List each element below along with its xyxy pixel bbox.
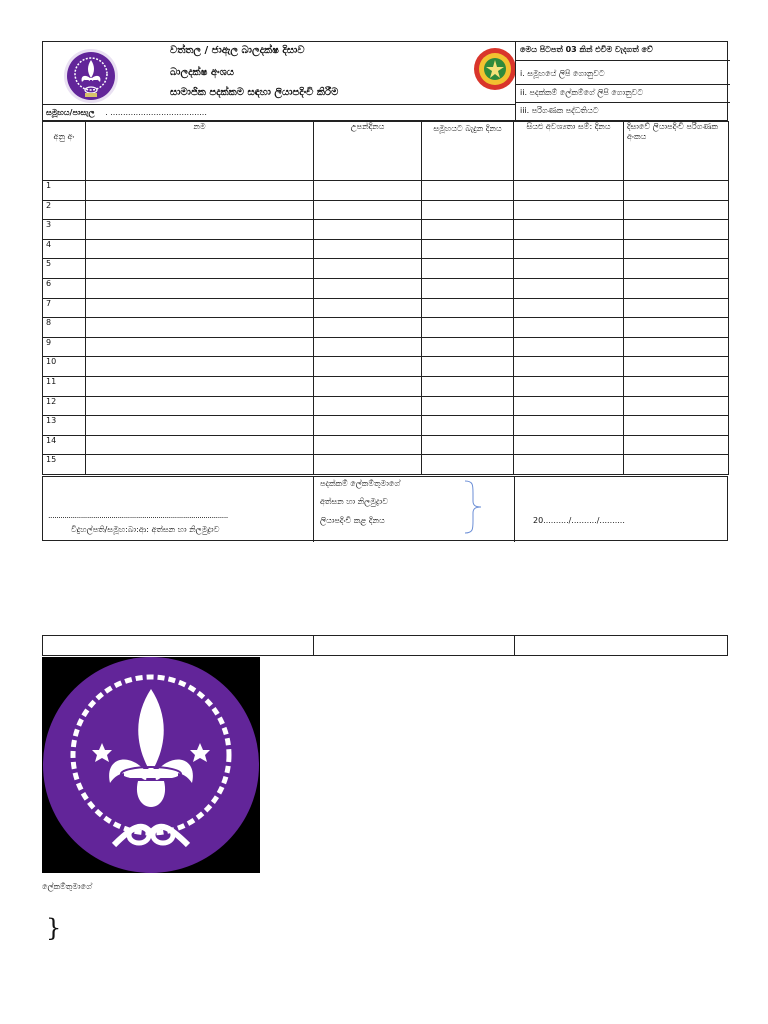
- row-number: 4: [43, 239, 86, 259]
- form-title: සාමාජික පදක්කම සඳහා ලියාපදිංචි කිරීම: [170, 87, 339, 98]
- copies-divider-1: [516, 60, 730, 61]
- table-cell[interactable]: [422, 337, 514, 357]
- table-row: [43, 376, 729, 396]
- table-row: [43, 357, 729, 377]
- row-number: 8: [43, 318, 86, 338]
- table-cell[interactable]: [514, 337, 624, 357]
- table-cell[interactable]: [314, 318, 422, 338]
- table-cell[interactable]: [86, 416, 314, 436]
- group-school-dots: . ......................................: [105, 108, 207, 117]
- table-cell[interactable]: [86, 220, 314, 240]
- table-cell[interactable]: [422, 318, 514, 338]
- table-cell[interactable]: [624, 239, 729, 259]
- table-cell[interactable]: [422, 455, 514, 475]
- secretary-line-1: පදක්කම් ලේකම්තුමාගේ: [320, 479, 401, 488]
- table-cell[interactable]: [86, 435, 314, 455]
- table-cell[interactable]: [514, 239, 624, 259]
- secretary-caption: ලේකම්තුමාගේ: [42, 882, 92, 891]
- row-number: 13: [43, 416, 86, 436]
- table-cell[interactable]: [624, 455, 729, 475]
- table-row: [43, 220, 729, 240]
- table-cell[interactable]: [514, 278, 624, 298]
- signature-dots: ........................................................................................: [48, 511, 228, 520]
- row-number: 9: [43, 337, 86, 357]
- table-cell[interactable]: [86, 200, 314, 220]
- member-table: [42, 121, 729, 475]
- strip-divider-2: [514, 636, 515, 655]
- table-cell[interactable]: [514, 200, 624, 220]
- table-cell[interactable]: [86, 318, 314, 338]
- table-cell[interactable]: [86, 298, 314, 318]
- copies-box: [515, 42, 730, 120]
- table-cell[interactable]: [624, 318, 729, 338]
- table-row: [43, 416, 729, 436]
- table-cell[interactable]: [314, 435, 422, 455]
- table-cell[interactable]: [314, 357, 422, 377]
- strip-divider-1: [313, 636, 314, 655]
- table-cell[interactable]: [624, 357, 729, 377]
- fleur-de-lis-emblem-large-icon: [42, 657, 260, 873]
- table-cell[interactable]: [314, 396, 422, 416]
- table-cell[interactable]: [314, 220, 422, 240]
- footer-divider-2: [514, 477, 515, 542]
- secretary-line-2: අත්සන හා නිලමුද්‍රාව: [320, 497, 388, 506]
- signature-label: විදුහල්පති/සමූහ:බා:ආ: අත්සන හා නිලමුද්‍රාව: [71, 525, 220, 534]
- table-cell[interactable]: [514, 259, 624, 279]
- table-cell[interactable]: [314, 455, 422, 475]
- right-brace-icon: [463, 479, 487, 535]
- table-row: [43, 259, 729, 279]
- footer-divider-1: [313, 477, 314, 542]
- table-row: [43, 455, 729, 475]
- table-cell[interactable]: [314, 376, 422, 396]
- table-cell[interactable]: [314, 416, 422, 436]
- table-cell[interactable]: [624, 298, 729, 318]
- table-cell[interactable]: [314, 278, 422, 298]
- row-number: 7: [43, 298, 86, 318]
- table-cell[interactable]: [422, 278, 514, 298]
- col-header-birthdate: උපන්දිනය: [314, 122, 422, 181]
- table-row: [43, 435, 729, 455]
- row-number: 15: [43, 455, 86, 475]
- col-header-number: අනු අං: [43, 122, 86, 181]
- table-cell[interactable]: [86, 259, 314, 279]
- table-header-row: [43, 122, 729, 181]
- registration-date: 20........../........../..........: [533, 516, 625, 525]
- table-cell[interactable]: [86, 181, 314, 201]
- bottom-strip-table: [42, 635, 728, 656]
- row-number: 2: [43, 200, 86, 220]
- table-cell[interactable]: [86, 337, 314, 357]
- table-cell[interactable]: [86, 376, 314, 396]
- copies-title: මෙය පිටපත් 03 කින් එවීම වැදගත් වේ: [520, 45, 653, 54]
- col-header-completion-date: සියළු අවශ්‍යතා සම්: දිනය: [514, 122, 624, 181]
- table-cell[interactable]: [514, 455, 624, 475]
- table-cell[interactable]: [422, 181, 514, 201]
- row-number: 11: [43, 376, 86, 396]
- col-header-name: නම: [86, 122, 314, 181]
- table-cell[interactable]: [314, 259, 422, 279]
- copy-item-2: ii. පදක්කම් ලේකම්ගේ ලිපි ගොනුවට: [520, 88, 644, 97]
- table-cell[interactable]: [86, 239, 314, 259]
- table-cell[interactable]: [624, 416, 729, 436]
- table-cell[interactable]: [624, 278, 729, 298]
- table-cell[interactable]: [514, 220, 624, 240]
- table-cell[interactable]: [624, 259, 729, 279]
- header-divider: [43, 104, 515, 105]
- row-number: 12: [43, 396, 86, 416]
- table-cell[interactable]: [624, 396, 729, 416]
- copy-item-3: iii. පරිගණක පද්ධතියට: [520, 106, 599, 115]
- row-number: 1: [43, 181, 86, 201]
- table-row: [43, 181, 729, 201]
- table-cell[interactable]: [314, 200, 422, 220]
- table-cell[interactable]: [314, 181, 422, 201]
- table-cell[interactable]: [422, 298, 514, 318]
- group-school-label-text: සමූහය/පාසැල: [46, 108, 95, 117]
- table-cell[interactable]: [422, 239, 514, 259]
- col-header-registration-number: දිසාවේ ලියාපදිංචි පරිගණක අංකය: [624, 122, 729, 181]
- table-cell[interactable]: [422, 220, 514, 240]
- row-number: 5: [43, 259, 86, 279]
- table-row: [43, 239, 729, 259]
- table-row: [43, 337, 729, 357]
- table-cell[interactable]: [314, 298, 422, 318]
- table-cell[interactable]: [86, 357, 314, 377]
- table-cell[interactable]: [514, 181, 624, 201]
- form-header: [42, 41, 728, 121]
- table-cell[interactable]: [422, 396, 514, 416]
- table-cell[interactable]: [624, 376, 729, 396]
- district-title: වත්තල / ජාඇල බාලදක්ෂ දිසාව: [170, 45, 305, 56]
- table-cell[interactable]: [624, 181, 729, 201]
- table-cell[interactable]: [624, 337, 729, 357]
- table-row: [43, 318, 729, 338]
- table-cell[interactable]: [86, 396, 314, 416]
- secretary-line-3: ලියාපදිංචි කළ දිනය: [320, 516, 385, 525]
- table-cell[interactable]: [422, 376, 514, 396]
- table-cell[interactable]: [624, 435, 729, 455]
- table-cell[interactable]: [624, 200, 729, 220]
- table-cell[interactable]: [422, 435, 514, 455]
- table-cell[interactable]: [86, 278, 314, 298]
- fleur-de-lis-emblem-icon: [63, 48, 119, 104]
- table-cell[interactable]: [86, 455, 314, 475]
- table-cell[interactable]: [514, 318, 624, 338]
- row-number: 3: [43, 220, 86, 240]
- table-row: [43, 396, 729, 416]
- group-school-label: [46, 108, 207, 118]
- table-cell[interactable]: [314, 337, 422, 357]
- table-row: [43, 298, 729, 318]
- table-cell[interactable]: [514, 416, 624, 436]
- row-number: 10: [43, 357, 86, 377]
- table-cell[interactable]: [422, 357, 514, 377]
- scout-district-badge-icon: [473, 47, 517, 91]
- table-cell[interactable]: [422, 416, 514, 436]
- copy-item-1: i. සමූහයේ ලිපි ගොනුවට: [520, 69, 605, 78]
- closing-brace: }: [46, 914, 62, 942]
- copies-divider-2: [516, 84, 730, 85]
- copies-divider-3: [516, 102, 730, 103]
- row-number: 6: [43, 278, 86, 298]
- col-header-join-date: සමූහයට බැදුන දිනය: [422, 122, 514, 181]
- table-cell[interactable]: [514, 435, 624, 455]
- table-row: [43, 200, 729, 220]
- section-title: බාලදක්ෂ අංශය: [170, 67, 234, 78]
- table-cell[interactable]: [514, 396, 624, 416]
- table-cell[interactable]: [514, 357, 624, 377]
- row-number: 14: [43, 435, 86, 455]
- table-cell[interactable]: [514, 298, 624, 318]
- signature-section: [42, 476, 728, 541]
- table-row: [43, 278, 729, 298]
- table-cell[interactable]: [422, 259, 514, 279]
- table-cell[interactable]: [514, 376, 624, 396]
- table-cell[interactable]: [314, 239, 422, 259]
- table-cell[interactable]: [624, 220, 729, 240]
- table-cell[interactable]: [422, 200, 514, 220]
